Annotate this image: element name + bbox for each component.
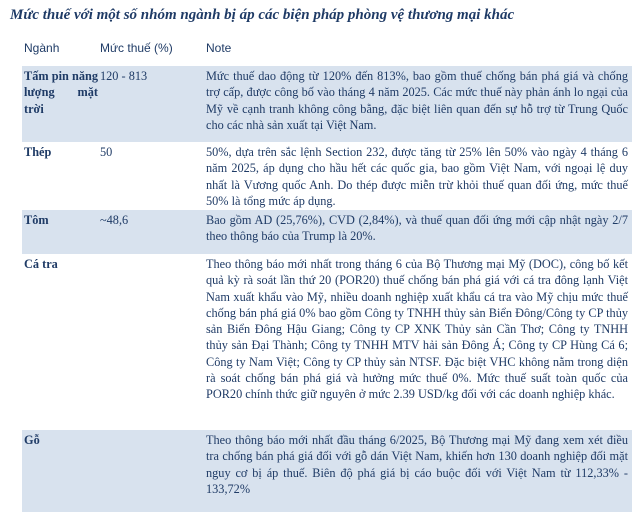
note-cell: Bao gồm AD (25,76%), CVD (2,84%), và thuế quan đối ứng mới cập nhật ngày 2/7 theo thông báo của Trump là 20%. [206,213,628,244]
rate-cell: 50 [100,145,113,159]
note-cell: Theo thông báo mới nhất đầu tháng 6/2025, Bộ Thương mại Mỹ đang xem xét điều tra chống bán phá giá đối với gỗ dán Việt Nam, khiến hơn 130 doanh nghiệp đối mặt nguy cơ bị áp thuế. Biên độ phá giá bị cáo buộc đối với Việt Nam từ 112,33% - 133,72% [206,433,628,496]
rate-cell [100,430,206,512]
table-row [22,142,632,210]
sector-cell: Tôm [24,213,49,227]
rate-cell: 120 - 813 [100,69,148,83]
sector-cell: Cá tra [24,257,58,271]
table-row [22,210,632,254]
tariff-table [22,36,632,512]
sector-cell: Gỗ [24,433,40,447]
note-cell: Mức thuế dao động từ 120% đến 813%, bao gồm thuế chống bán phá giá và chống trợ cấp, được công bố vào tháng 4 năm 2025. Các mức thuế này phản ánh lo ngại của Mỹ về cạnh tranh không công bằng, đặc biệt liên quan đến sự hỗ trợ từ Trung Quốc cho các nhà sản xuất tại Việt Nam. [206,69,628,132]
rate-cell [100,254,206,430]
table-header [22,36,632,66]
sector-cell: Tấm pin năng lượng mặt trời [24,69,98,116]
table-title: Mức thuế với một số nhóm ngành bị áp các biện pháp phòng vệ thương mại khác [10,7,515,23]
sector-cell: Thép [24,145,52,159]
header-rate: Mức thuế (%) [100,41,173,55]
header-sector: Ngành [24,41,60,55]
rate-cell: ~48,6 [100,213,129,227]
note-cell: 50%, dựa trên sắc lệnh Section 232, được tăng từ 25% lên 50% vào ngày 4 tháng 6 năm 2025, áp dụng cho hầu hết các quốc gia, bao gồm Việt Nam, với ngoại lệ duy nhất là Vương quốc Anh. Do thép được miễn trừ khỏi thuế quan đối ứng, mức thuế 50% là tổng mức áp dụng. [206,145,628,208]
note-cell: Theo thông báo mới nhất trong tháng 6 của Bộ Thương mại Mỹ (DOC), công bố kết quả kỳ rà soát lần thứ 20 (POR20) thuế chống bán phá giá với cá tra đông lạnh Việt Nam xuất khẩu vào Mỹ, nhiều doanh nghiệp xuất khẩu cá tra vào Mỹ chịu mức thuế chống bán phá giá 0% bao gồm Công ty TNHH thủy sản Biển Đông/Công ty CP thủy sản Biển Đông Hậu Giang; Công ty CP XNK Thủy sản Cần Thơ; Công ty TNHH thủy sản Đại Thành; Công ty TNHH MTV hải sản Đông Á; Công ty CP Hùng Cá 6; Công ty Nam Việt; Công ty CP thủy sản NTSF. Đặc biệt VHC không nằm trong diện rà soát chống bán phá giá và hưởng mức thuế 0%. Mức thuế suất toàn quốc của POR20 chính thức giữ nguyên ở mức 2.39 USD/kg đối với các doanh nghiệp khác. [206,257,628,402]
table-row [22,430,632,512]
table-row [22,254,632,430]
table-row [22,66,632,142]
header-note: Note [206,41,232,55]
